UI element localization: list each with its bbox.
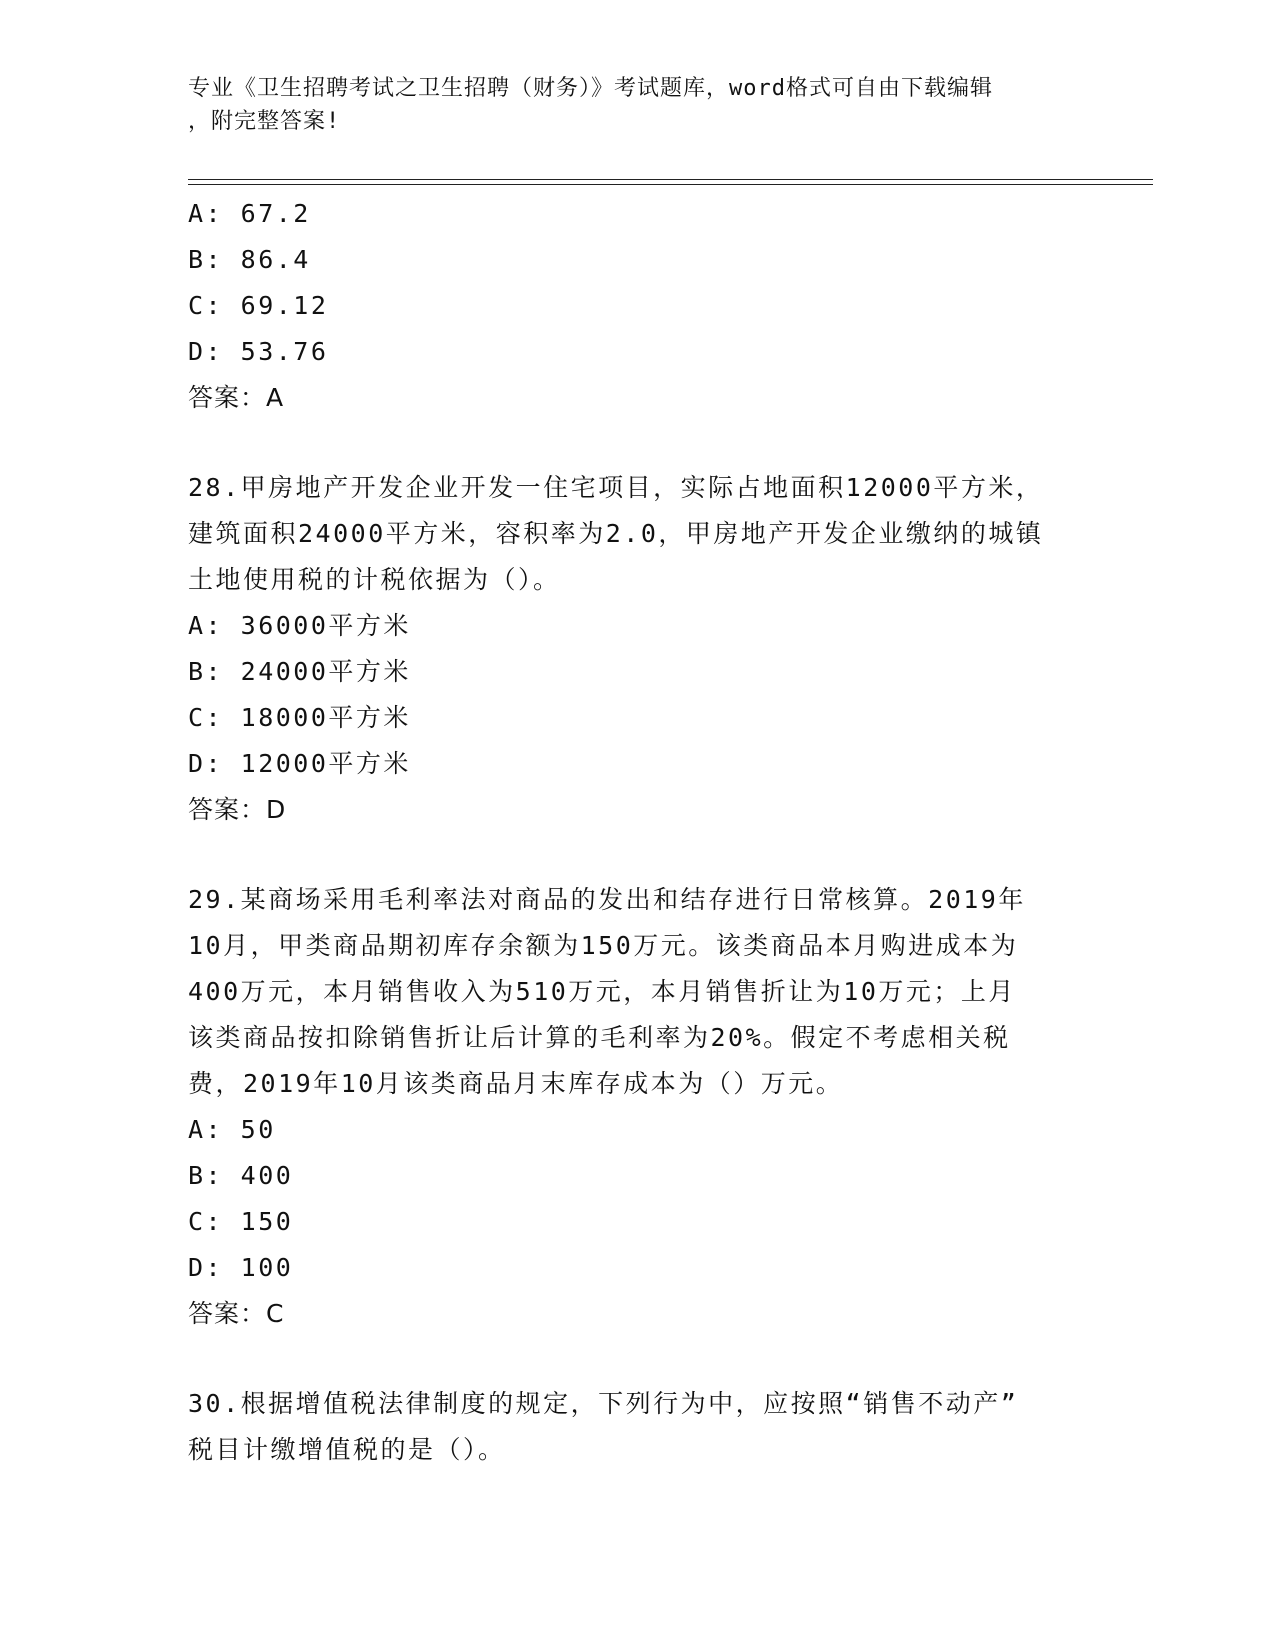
option-b: B: 24000平方米 [188,657,411,686]
option-c: C: 18000平方米 [188,703,411,732]
option-d: D: 12000平方米 [188,749,411,778]
answer: 答案：A [188,383,285,412]
question-stem: 400万元，本月销售收入为510万元，本月销售折让为10万元；上月 [188,977,1016,1006]
option-c: C: 69.12 [188,291,329,320]
header-line-2: ，附完整答案! [188,109,341,134]
question-27 [188,191,1088,421]
option-b: B: 86.4 [188,245,311,274]
question-stem: 建筑面积24000平方米，容积率为2.0，甲房地产开发企业缴纳的城镇 [188,519,1044,548]
question-29 [188,877,1088,1337]
question-stem: 30.根据增值税法律制度的规定，下列行为中，应按照“销售不动产” [188,1389,1019,1418]
header-line-1: 专业《卫生招聘考试之卫生招聘（财务）》考试题库，word格式可自由下载编辑 [188,76,993,101]
question-28 [188,465,1088,833]
option-b: B: 400 [188,1161,294,1190]
question-stem: 10月，甲类商品期初库存余额为150万元。该类商品本月购进成本为 [188,931,1019,960]
answer: 答案：D [188,795,287,824]
question-stem: 土地使用税的计税依据为（）。 [188,565,561,594]
option-d: D: 53.76 [188,337,329,366]
question-stem: 税目计缴增值税的是（）。 [188,1435,506,1464]
spacer [188,421,1088,465]
answer: 答案：C [188,1299,285,1328]
question-stem: 28.甲房地产开发企业开发一住宅项目，实际占地面积12000平方米， [188,473,1044,502]
question-30 [188,1381,1088,1473]
question-stem: 费，2019年10月该类商品月末库存成本为（）万元。 [188,1069,844,1098]
option-a: A: 67.2 [188,199,311,228]
question-stem: 29.某商场采用毛利率法对商品的发出和结存进行日常核算。2019年 [188,885,1026,914]
document-header [188,72,1068,138]
header-divider-top [188,179,1153,180]
spacer [188,833,1088,877]
question-list [188,191,1088,1473]
question-stem: 该类商品按扣除销售折让后计算的毛利率为20%。假定不考虑相关税 [188,1023,1011,1052]
option-c: C: 150 [188,1207,294,1236]
option-a: A: 36000平方米 [188,611,411,640]
spacer [188,1337,1088,1381]
header-divider-bottom [188,184,1153,185]
option-a: A: 50 [188,1115,276,1144]
option-d: D: 100 [188,1253,294,1282]
